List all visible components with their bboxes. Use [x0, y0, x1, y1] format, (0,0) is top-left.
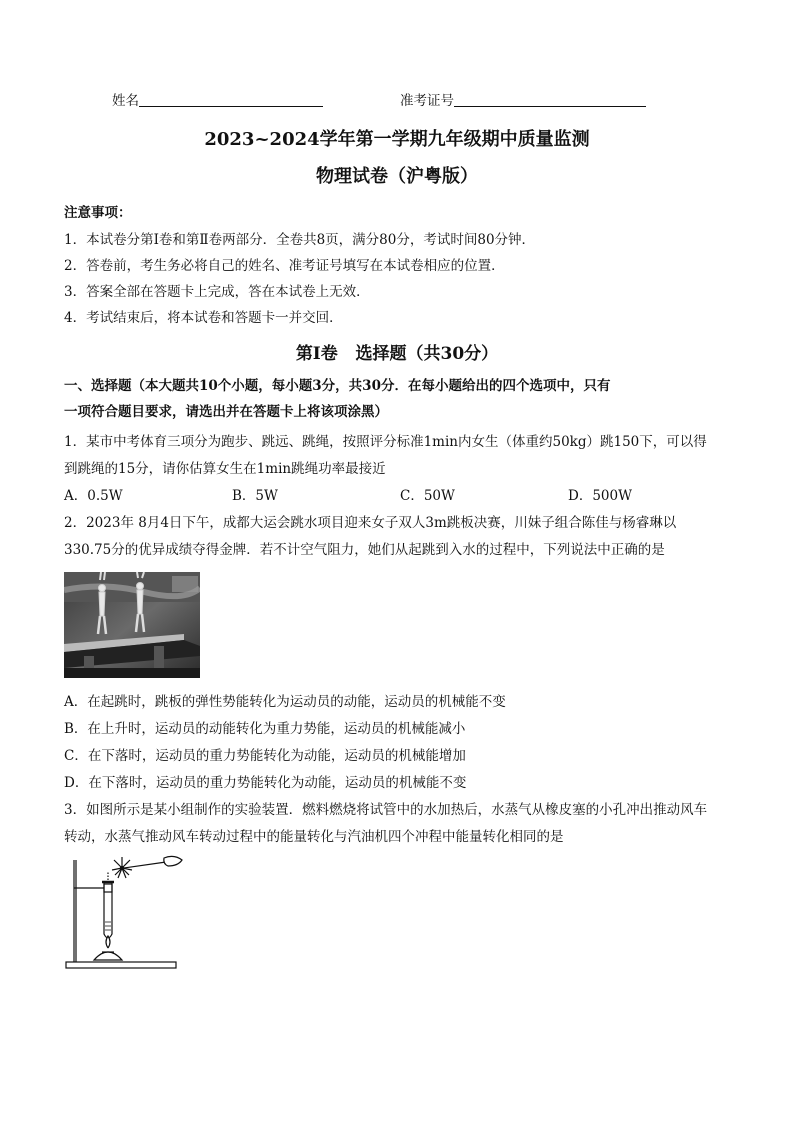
exam-no-blank[interactable]: [454, 90, 646, 107]
name-blank[interactable]: [139, 90, 323, 107]
section-instruction: 一、选择题（本大题共10个小题，每小题3分，共30分．在每小题给出的四个选项中，只有: [64, 378, 611, 394]
apparatus-figure: [64, 852, 188, 972]
notice-item: 2．答卷前，考生务必将自己的姓名、准考证号填写在本试卷相应的位置．: [64, 258, 505, 274]
question-1-text: 1．某市中考体育三项分为跑步、跳远、跳绳，按照评分标准1min内女生（体重约50kg）跳150下，可以得: [64, 434, 707, 450]
question-2-text: 2．2023年 8月4日下午，成都大运会跳水项目迎来女子双人3m跳板决赛，川妹子组合陈佳与杨睿琳以: [64, 515, 677, 531]
q1-option-b[interactable]: B．5W: [232, 488, 278, 504]
question-3-text: 3．如图所示是某小组制作的实验装置．燃料燃烧将试管中的水加热后，水蒸气从橡皮塞的小孔冲出推动风车: [64, 802, 708, 818]
diving-photo: [64, 572, 200, 678]
q2-option-b[interactable]: B．在上升时，运动员的动能转化为重力势能，运动员的机械能减小: [64, 721, 466, 737]
exam-subtitle: 物理试卷（沪粤版）: [316, 166, 478, 187]
exam-no-label: 准考证号: [400, 93, 454, 109]
section-instruction: 一项符合题目要求，请选出并在答题卡上将该项涂黑）: [64, 404, 388, 420]
question-3-text: 转动，水蒸气推动风车转动过程中的能量转化与汽油机四个冲程中能量转化相同的是: [64, 829, 564, 845]
q1-option-a[interactable]: A．0.5W: [64, 488, 123, 504]
name-field[interactable]: [112, 90, 323, 111]
q2-option-a[interactable]: A．在起跳时，跳板的弹性势能转化为运动员的动能，运动员的机械能不变: [64, 694, 506, 710]
q2-option-d[interactable]: D．在下落时，运动员的重力势能转化为动能，运动员的机械能不变: [64, 775, 467, 791]
notice-item: 1．本试卷分第Ⅰ卷和第Ⅱ卷两部分．全卷共8页，满分80分，考试时间80分钟．: [64, 232, 536, 248]
notice-heading: 注意事项：: [64, 205, 132, 221]
exam-no-field[interactable]: [400, 90, 646, 111]
notice-item: 3．答案全部在答题卡上完成，答在本试卷上无效．: [64, 284, 370, 300]
name-label: 姓名: [112, 93, 139, 109]
section-title: 第Ⅰ卷 选择题（共30分）: [295, 344, 499, 364]
q1-option-d[interactable]: D．500W: [568, 488, 632, 504]
question-1-text: 到跳绳的15分，请你估算女生在1min跳绳功率最接近: [64, 461, 386, 477]
q2-option-c[interactable]: C．在下落时，运动员的重力势能转化为动能，运动员的机械能增加: [64, 748, 466, 764]
q1-option-c[interactable]: C．50W: [400, 488, 455, 504]
exam-title: 2023~2024学年第一学期九年级期中质量监测: [204, 129, 590, 150]
notice-item: 4．考试结束后，将本试卷和答题卡一并交回．: [64, 310, 343, 326]
question-2-text: 330.75分的优异成绩夺得金牌．若不计空气阻力，她们从起跳到入水的过程中，下列说法中正确的是: [64, 542, 665, 558]
